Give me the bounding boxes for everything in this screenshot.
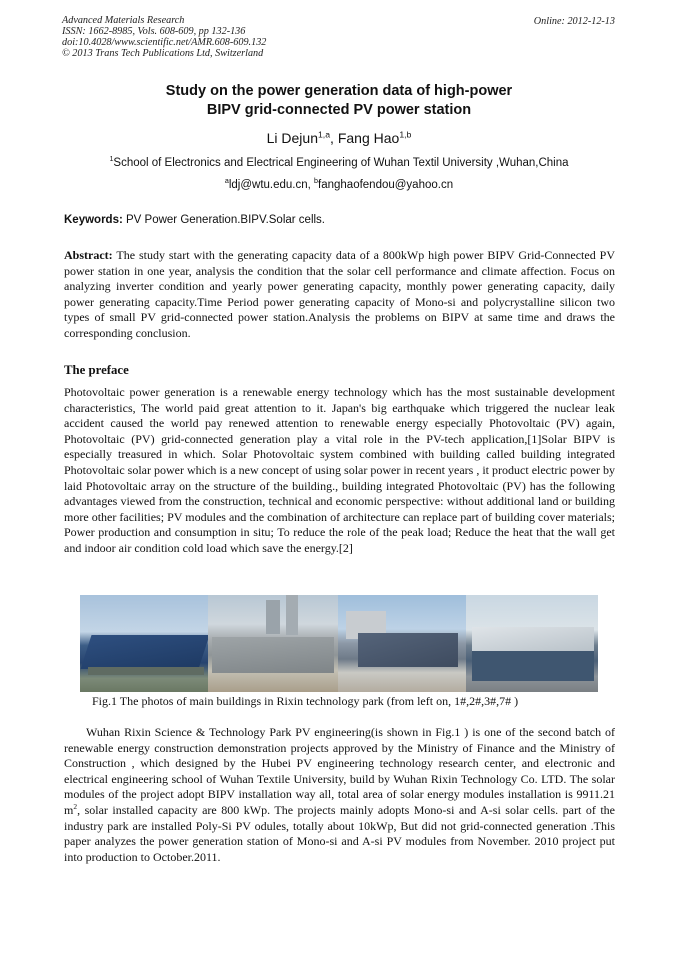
building-base-1: [88, 667, 204, 675]
body-text-part-2: , solar installed capacity are 800 kWp. The projects mainly adopts Mono-si and A-si solar cells. part of the industry park are installed Poly-Si PV odules, totally about 10kWp, But did not grid-connected generation .This paper analyzes the power generation station of Mono-si and A-si PV modules from November. 2010 project put into production to October.2011.: [64, 802, 615, 864]
solar-roof-2: [212, 637, 334, 673]
figure-1-photos: [80, 595, 598, 692]
abstract-label: Abstract:: [64, 248, 113, 262]
author-separator: ,: [330, 130, 338, 146]
building-photo-2: [208, 595, 338, 692]
email-mark-a: a: [224, 177, 229, 186]
journal-name: Advanced Materials Research: [62, 15, 185, 26]
affiliation: [0, 157, 678, 169]
abstract-text: The study start with the generating capacity data of a 800kWp high power BIPV Grid-Connected PV power station in one year, analysis the condition that the solar cell performance and climate affection. Focus on analyzing inverter condition and yearly power generating capacity, monthly power generating capacity, daily power generating capacity.Time Period power generating capacity of Mono-si and polycrystalline silicon two types of small PV grid-connected power station.Analysis the problems on BIPV at same time and draws the corresponding conclusion.: [64, 248, 615, 340]
preface-paragraph: Photovoltaic power generation is a renewable energy technology which has the most sustainable development characteristics, The world paid great attention to it. Japan's big earthquake which triggered the nuclear leak accident caused the world pay renewed attention to renewable energy especially Photovoltaic (PV) again, Photovoltaic (PV) grid-connected generation play a vital role in the PV-tech application,[1]Solar BIPV is especially treasured in which. Solar Photovoltaic system combined with building called building integrated Photovoltaic solar power which is a new concept of using solar power in recent years , it product electric power by laid Photovoltaic array on the structure of the building., building integrated Photovoltaic (PV) has the following advantages viewed from the construction, technical and economic perspective: without additional land or building more other facilities; PV modules and the combination of architecture can replace part of building cover materials; Power production and consumption in situ; To reduce the role of the peak load; Reduce the heat that the wall get and indoor air condition cold load which save the energy.[2]: [64, 385, 615, 555]
author-list: [0, 130, 678, 146]
author-1: Li Dejun: [266, 130, 318, 146]
body-text-part-1: Wuhan Rixin Science & Technology Park PV engineering(is shown in Fig.1 ) is one of the second batch of renewable energy construction demonstration projects approved by the Ministry of Finance and the Ministry of Construction , which designed by the Hubei PV engineering technology research center, and electronic and electrical engineering school of Wuhan Textile University, build by Wuhan Rixin Technology Co. LTD. The solar modules of the project adopt BIPV installation way all, total area of solar energy modules installation is 9911.21 m: [64, 725, 615, 817]
figure-1-caption: Fig.1 The photos of main buildings in Rixin technology park (from left on, 1#,2#,3#,7# ): [92, 694, 519, 708]
keywords: [64, 214, 325, 226]
solar-roof-1: [80, 635, 208, 669]
email-a: ldj@wtu.edu.cn,: [228, 179, 315, 191]
affiliation-text: School of Electronics and Electrical Engineering of Wuhan Textil University ,Wuhan,China: [113, 157, 569, 169]
tower-2b: [286, 595, 298, 635]
email-b: fanghaofendou@yahoo.cn: [318, 179, 454, 191]
keywords-label: Keywords:: [64, 214, 123, 226]
author-1-affiliation-mark: 1,a: [317, 129, 331, 140]
solar-roof-4: [472, 627, 594, 651]
building-photo-3: [338, 595, 466, 692]
email-line: [0, 179, 678, 191]
paper-title-line-1: Study on the power generation data of high-power: [165, 83, 513, 99]
issn-line: ISSN: 1662-8985, Vols. 608-609, pp 132-136: [62, 26, 246, 37]
building-wall-4: [472, 651, 594, 681]
building-photo-4: [466, 595, 598, 692]
building-photo-1: [80, 595, 208, 692]
author-2-affiliation-mark: 1,b: [399, 129, 412, 140]
doi-line: doi:10.4028/www.scientific.net/AMR.608-609.132: [62, 37, 267, 48]
online-date: Online: 2012-12-13: [533, 16, 615, 27]
author-2: Fang Hao: [337, 130, 400, 146]
paper-title-line-2: BIPV grid-connected PV power station: [206, 102, 472, 118]
email-mark-b: b: [314, 177, 319, 186]
solar-roof-3: [358, 633, 458, 667]
copyright-line: © 2013 Trans Tech Publications Ltd, Switzerland: [62, 48, 264, 59]
abstract: [64, 248, 615, 342]
affiliation-mark: 1: [109, 155, 114, 164]
keywords-text: PV Power Generation.BIPV.Solar cells.: [122, 214, 326, 226]
tower-2a: [266, 600, 280, 634]
body-paragraph: [64, 725, 615, 865]
area-unit-exponent: 2: [73, 801, 78, 811]
section-heading-preface: The preface: [64, 363, 129, 377]
